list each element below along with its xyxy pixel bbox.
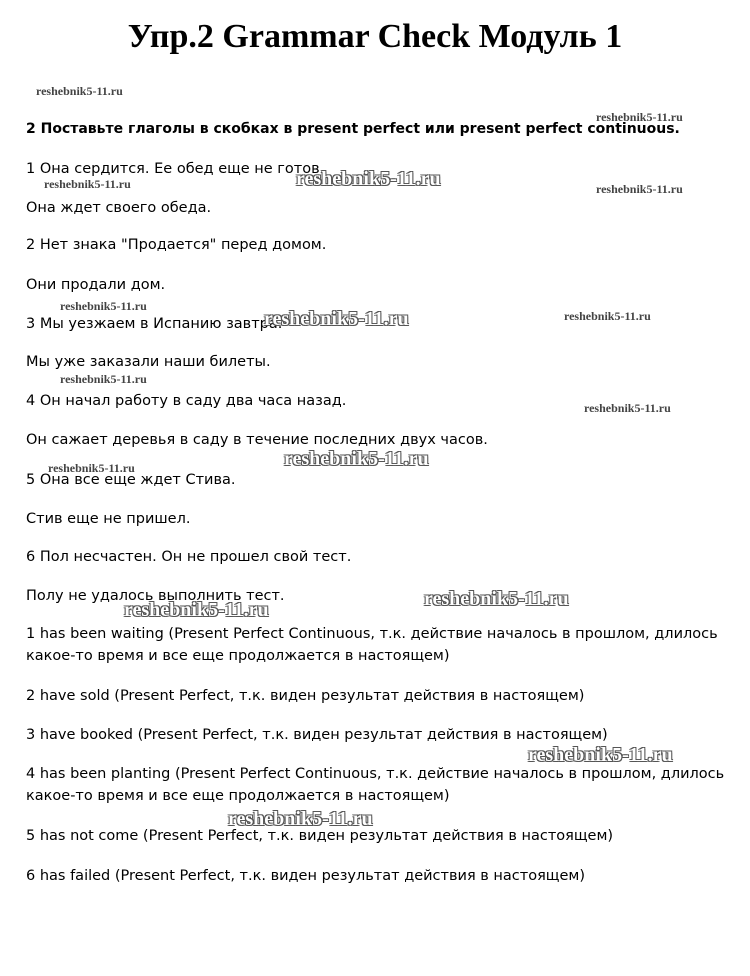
answer-4: 4 has been planting (Present Perfect Continuous, т.к. действие началось в прошлом, длилось какое-то время и все еще продолжается в настоящем) (26, 766, 725, 804)
answer-1: 1 has been waiting (Present Perfect Continuous, т.к. действие началось в прошлом, длилось какое-то время и все еще продолжается в настоящем) (26, 626, 718, 664)
sentence-1b: Она ждет своего обеда. (26, 200, 212, 216)
sentence-4a: 4 Он начал работу в саду два часа назад. (26, 393, 347, 409)
watermark: reshebnik5-11.ru (36, 84, 123, 98)
sentence-4b: Он сажает деревья в саду в течение последних двух часов. (26, 432, 488, 448)
watermark: reshebnik5-11.ru (596, 110, 683, 124)
watermark: reshebnik5-11.ru (596, 182, 683, 196)
watermark: reshebnik5-11.ru (228, 808, 373, 830)
sentence-2b: Они продали дом. (26, 277, 166, 293)
watermark: reshebnik5-11.ru (124, 599, 269, 621)
task-instruction: 2 Поставьте глаголы в скобках в present perfect или present perfect continuous. (26, 121, 680, 137)
answer-6: 6 has failed (Present Perfect, т.к. виден результат действия в настоящем) (26, 868, 585, 884)
watermark: reshebnik5-11.ru (284, 448, 429, 470)
answer-3: 3 have booked (Present Perfect, т.к. виден результат действия в настоящем) (26, 727, 608, 743)
watermark: reshebnik5-11.ru (296, 168, 441, 190)
answer-5: 5 has not come (Present Perfect, т.к. виден результат действия в настоящем) (26, 828, 614, 844)
sentence-6b: Полу не удалось выполнить тест. (26, 588, 285, 604)
watermark: reshebnik5-11.ru (564, 309, 651, 323)
sentence-5a: 5 Она все еще ждет Стива. (26, 472, 236, 488)
sentence-3a: 3 Мы уезжаем в Испанию завтра. (26, 316, 283, 332)
sentence-1a: 1 Она сердится. Ее обед еще не готов. (26, 161, 325, 177)
sentence-5b: Стив еще не пришел. (26, 511, 191, 527)
watermark: reshebnik5-11.ru (584, 401, 671, 415)
page-title: Упр.2 Grammar Check Модуль 1 (127, 18, 623, 55)
watermark: reshebnik5-11.ru (48, 461, 135, 475)
sentence-6a: 6 Пол несчастен. Он не прошел свой тест. (26, 549, 352, 565)
watermark: reshebnik5-11.ru (528, 744, 673, 766)
watermark: reshebnik5-11.ru (60, 299, 147, 313)
watermark: reshebnik5-11.ru (424, 588, 569, 610)
answer-2: 2 have sold (Present Perfect, т.к. виден результат действия в настоящем) (26, 688, 585, 704)
watermark: reshebnik5-11.ru (264, 308, 409, 330)
sentence-2a: 2 Нет знака "Продается" перед домом. (26, 237, 327, 253)
watermark: reshebnik5-11.ru (44, 177, 131, 191)
sentence-3b: Мы уже заказали наши билеты. (26, 354, 271, 370)
watermark: reshebnik5-11.ru (60, 372, 147, 386)
